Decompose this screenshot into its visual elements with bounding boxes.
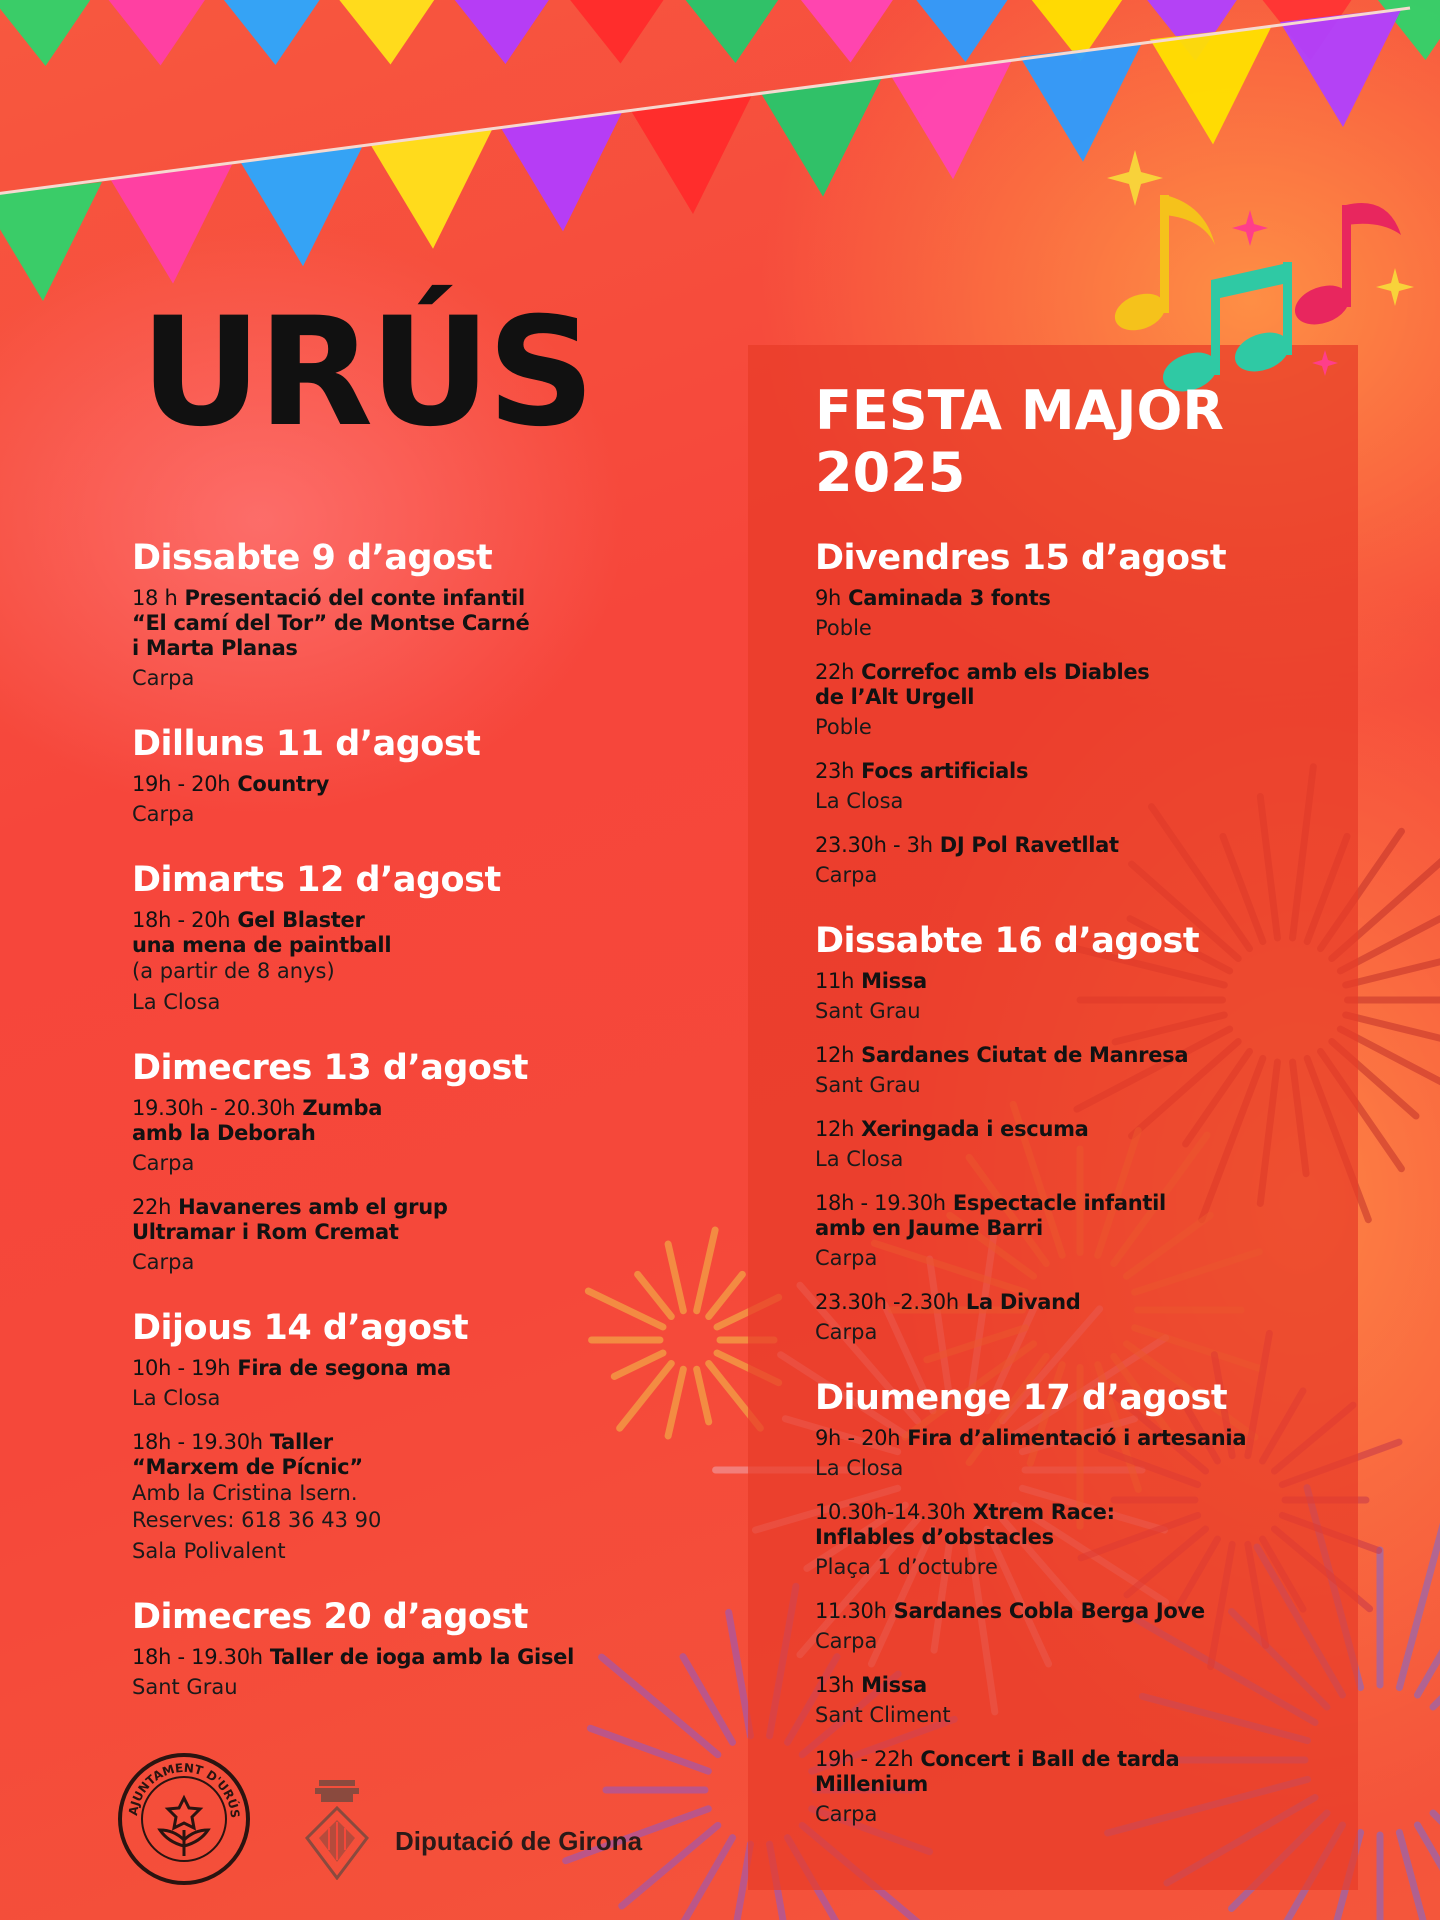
event-note: Reserves: 618 36 43 90 xyxy=(132,1508,382,1532)
event-title-line xyxy=(815,586,1375,611)
event-title-line xyxy=(815,660,1375,685)
event-item xyxy=(815,1599,1375,1655)
day-title: Dijous 14 d’agost xyxy=(132,1308,469,1348)
day-title: Dimecres 20 d’agost xyxy=(132,1597,529,1637)
event-title-line xyxy=(815,1599,1375,1624)
event-place: Sala Polivalent xyxy=(132,1539,286,1563)
event-time: 22h xyxy=(132,1195,172,1219)
day-block xyxy=(132,1308,692,1565)
event-title-continued xyxy=(815,685,1375,710)
event-item xyxy=(815,759,1375,815)
event-title: Havaneres amb el grup xyxy=(178,1195,448,1219)
event-title-continued xyxy=(132,1220,692,1245)
event-item xyxy=(815,969,1375,1025)
event-time: 23h xyxy=(815,759,855,783)
event-item xyxy=(815,1191,1375,1272)
event-time: 18h - 19.30h xyxy=(132,1430,263,1454)
event-title: Taller xyxy=(269,1430,333,1454)
event-title: Correfoc amb els Diables xyxy=(861,660,1150,684)
firework-ray xyxy=(709,1274,743,1316)
event-title-line xyxy=(132,908,692,933)
event-title: Missa xyxy=(861,969,927,993)
day-block xyxy=(815,1378,1375,1828)
day-title: Dimecres 13 d’agost xyxy=(132,1048,529,1088)
event-place: Sant Grau xyxy=(132,1675,238,1699)
day-block xyxy=(132,538,692,692)
event-title: Fira de segona ma xyxy=(237,1356,451,1380)
firework-ray xyxy=(724,1844,750,1920)
event-title-line xyxy=(815,833,1375,858)
event-title-line xyxy=(815,1117,1375,1142)
event-time: 18h - 19.30h xyxy=(815,1191,946,1215)
event-item xyxy=(132,772,692,828)
event-title-continued xyxy=(815,1525,1375,1550)
event-title: Fira d’alimentació i artesania xyxy=(907,1426,1247,1450)
day-title: Dissabte 16 d’agost xyxy=(815,921,1200,961)
event-title: Concert i Ball de tarda xyxy=(920,1747,1180,1771)
event-title: Millenium xyxy=(815,1772,929,1796)
event-title: i Marta Planas xyxy=(132,636,298,660)
event-title: una mena de paintball xyxy=(132,933,392,957)
event-title-line xyxy=(815,1426,1375,1451)
event-place: Carpa xyxy=(132,802,195,826)
day-title: Dissabte 9 d’agost xyxy=(132,538,493,578)
event-item xyxy=(815,1747,1375,1828)
event-time: 9h xyxy=(815,586,842,610)
event-title-line xyxy=(132,1195,692,1220)
event-time: 18 h xyxy=(132,586,178,610)
event-title: La Divand xyxy=(965,1290,1081,1314)
event-title: Gel Blaster xyxy=(237,908,365,932)
event-place: La Closa xyxy=(815,789,904,813)
event-time: 18h - 20h xyxy=(132,908,231,932)
day-title: Divendres 15 d’agost xyxy=(815,538,1227,578)
event-title-line xyxy=(132,772,692,797)
event-place: Plaça 1 d’octubre xyxy=(815,1555,998,1579)
event-place: Carpa xyxy=(815,1246,878,1270)
event-place: Carpa xyxy=(815,1802,878,1826)
festival-title-line1: FESTA MAJOR xyxy=(815,379,1225,442)
event-title-line xyxy=(815,1673,1375,1698)
event-item xyxy=(132,908,692,1016)
event-title-continued xyxy=(815,1216,1375,1241)
event-title-line xyxy=(132,1430,692,1455)
event-time: 9h - 20h xyxy=(815,1426,901,1450)
event-time: 13h xyxy=(815,1673,855,1697)
event-title: DJ Pol Ravetllat xyxy=(939,833,1119,857)
event-place: La Closa xyxy=(132,1386,221,1410)
event-title: “El camí del Tor” de Montse Carné xyxy=(132,611,530,635)
event-title-line xyxy=(132,1096,692,1121)
firework-ray xyxy=(697,1230,715,1311)
event-place: Carpa xyxy=(132,666,195,690)
event-place: Carpa xyxy=(132,1151,195,1175)
event-title: Sardanes Cobla Berga Jove xyxy=(893,1599,1205,1623)
event-title-line xyxy=(815,1043,1375,1068)
event-item xyxy=(815,1500,1375,1581)
event-item xyxy=(132,1195,692,1276)
event-place: Carpa xyxy=(815,1320,878,1344)
day-title: Dilluns 11 d’agost xyxy=(132,724,481,764)
event-place: Sant Grau xyxy=(815,1073,921,1097)
firework-ray xyxy=(1399,1832,1440,1920)
event-title: Xtrem Race: xyxy=(972,1500,1115,1524)
event-title: Sardanes Ciutat de Manresa xyxy=(861,1043,1189,1067)
event-title: Presentació del conte infantil xyxy=(184,586,525,610)
event-item xyxy=(815,586,1375,642)
event-title-continued xyxy=(132,1455,692,1480)
event-title: Focs artificials xyxy=(861,759,1029,783)
seal-text: AJUNTAMENT D'URÚS xyxy=(126,1760,243,1819)
event-item xyxy=(815,833,1375,889)
event-time: 10h - 19h xyxy=(132,1356,231,1380)
event-time: 18h - 19.30h xyxy=(132,1645,263,1669)
event-title: amb en Jaume Barri xyxy=(815,1216,1043,1240)
event-item xyxy=(815,1290,1375,1346)
event-time: 19h - 20h xyxy=(132,772,231,796)
event-title-line xyxy=(815,759,1375,784)
event-title: “Marxem de Pícnic” xyxy=(132,1455,363,1479)
day-block xyxy=(132,724,692,828)
event-time: 11.30h xyxy=(815,1599,887,1623)
event-item xyxy=(132,1645,692,1701)
event-place: La Closa xyxy=(132,990,221,1014)
event-title: Zumba xyxy=(302,1096,383,1120)
event-title: amb la Deborah xyxy=(132,1121,316,1145)
event-title-line xyxy=(815,1500,1375,1525)
event-item xyxy=(132,586,692,692)
day-block xyxy=(815,538,1375,889)
diputacio-shield-icon xyxy=(305,1780,369,1880)
event-title: Taller de ioga amb la Gisel xyxy=(269,1645,574,1669)
event-title-continued xyxy=(815,1772,1375,1797)
event-item xyxy=(815,1426,1375,1482)
event-time: 12h xyxy=(815,1043,855,1067)
event-title-line xyxy=(815,1747,1375,1772)
event-place: Poble xyxy=(815,616,872,640)
event-title-line xyxy=(815,1191,1375,1216)
event-title-continued xyxy=(132,933,692,958)
event-title-continued xyxy=(132,1121,692,1146)
day-block xyxy=(132,1597,692,1701)
festival-year: 2025 xyxy=(815,441,966,504)
event-place: Carpa xyxy=(815,863,878,887)
event-note: (a partir de 8 anys) xyxy=(132,959,335,983)
event-title-line xyxy=(132,1356,692,1381)
event-time: 12h xyxy=(815,1117,855,1141)
diputacio-label: Diputació de Girona xyxy=(395,1826,643,1856)
event-title: Xeringada i escuma xyxy=(861,1117,1089,1141)
event-item xyxy=(815,660,1375,741)
event-place: Poble xyxy=(815,715,872,739)
event-title: de l’Alt Urgell xyxy=(815,685,975,709)
day-block xyxy=(132,860,692,1016)
event-title: Ultramar i Rom Cremat xyxy=(132,1220,399,1244)
event-title: Missa xyxy=(861,1673,927,1697)
event-title-continued xyxy=(132,636,692,661)
ajuntament-seal-icon xyxy=(115,1750,253,1888)
event-item xyxy=(815,1043,1375,1099)
event-item xyxy=(132,1430,692,1565)
event-place: La Closa xyxy=(815,1147,904,1171)
event-place: Carpa xyxy=(815,1629,878,1653)
program-column-right xyxy=(815,538,1375,1860)
event-place: Carpa xyxy=(132,1250,195,1274)
event-place: Sant Climent xyxy=(815,1703,951,1727)
day-block xyxy=(132,1048,692,1276)
event-title-line xyxy=(132,586,692,611)
day-block xyxy=(815,921,1375,1346)
day-title: Dimarts 12 d’agost xyxy=(132,860,501,900)
event-title-line xyxy=(815,969,1375,994)
event-item xyxy=(132,1096,692,1177)
event-time: 10.30h-14.30h xyxy=(815,1500,966,1524)
event-time: 19h - 22h xyxy=(815,1747,914,1771)
event-time: 23.30h - 3h xyxy=(815,833,933,857)
event-time: 23.30h -2.30h xyxy=(815,1290,959,1314)
program-column-left xyxy=(132,538,692,1733)
event-title: Inflables d’obstacles xyxy=(815,1525,1054,1549)
event-title: Country xyxy=(237,772,330,796)
event-note: Amb la Cristina Isern. xyxy=(132,1481,358,1505)
day-title: Diumenge 17 d’agost xyxy=(815,1378,1228,1418)
town-name: URÚS xyxy=(140,286,592,460)
event-title-line xyxy=(132,1645,692,1670)
event-time: 19.30h - 20.30h xyxy=(132,1096,296,1120)
event-time: 22h xyxy=(815,660,855,684)
festival-title xyxy=(815,380,1224,504)
event-place: Sant Grau xyxy=(815,999,921,1023)
event-title: Espectacle infantil xyxy=(952,1191,1166,1215)
event-item xyxy=(815,1673,1375,1729)
event-place: La Closa xyxy=(815,1456,904,1480)
firework-ray xyxy=(697,1369,709,1422)
event-item xyxy=(815,1117,1375,1173)
event-time: 11h xyxy=(815,969,855,993)
event-title: Caminada 3 fonts xyxy=(848,586,1051,610)
event-title-line xyxy=(815,1290,1375,1315)
event-title-continued xyxy=(132,611,692,636)
event-item xyxy=(132,1356,692,1412)
